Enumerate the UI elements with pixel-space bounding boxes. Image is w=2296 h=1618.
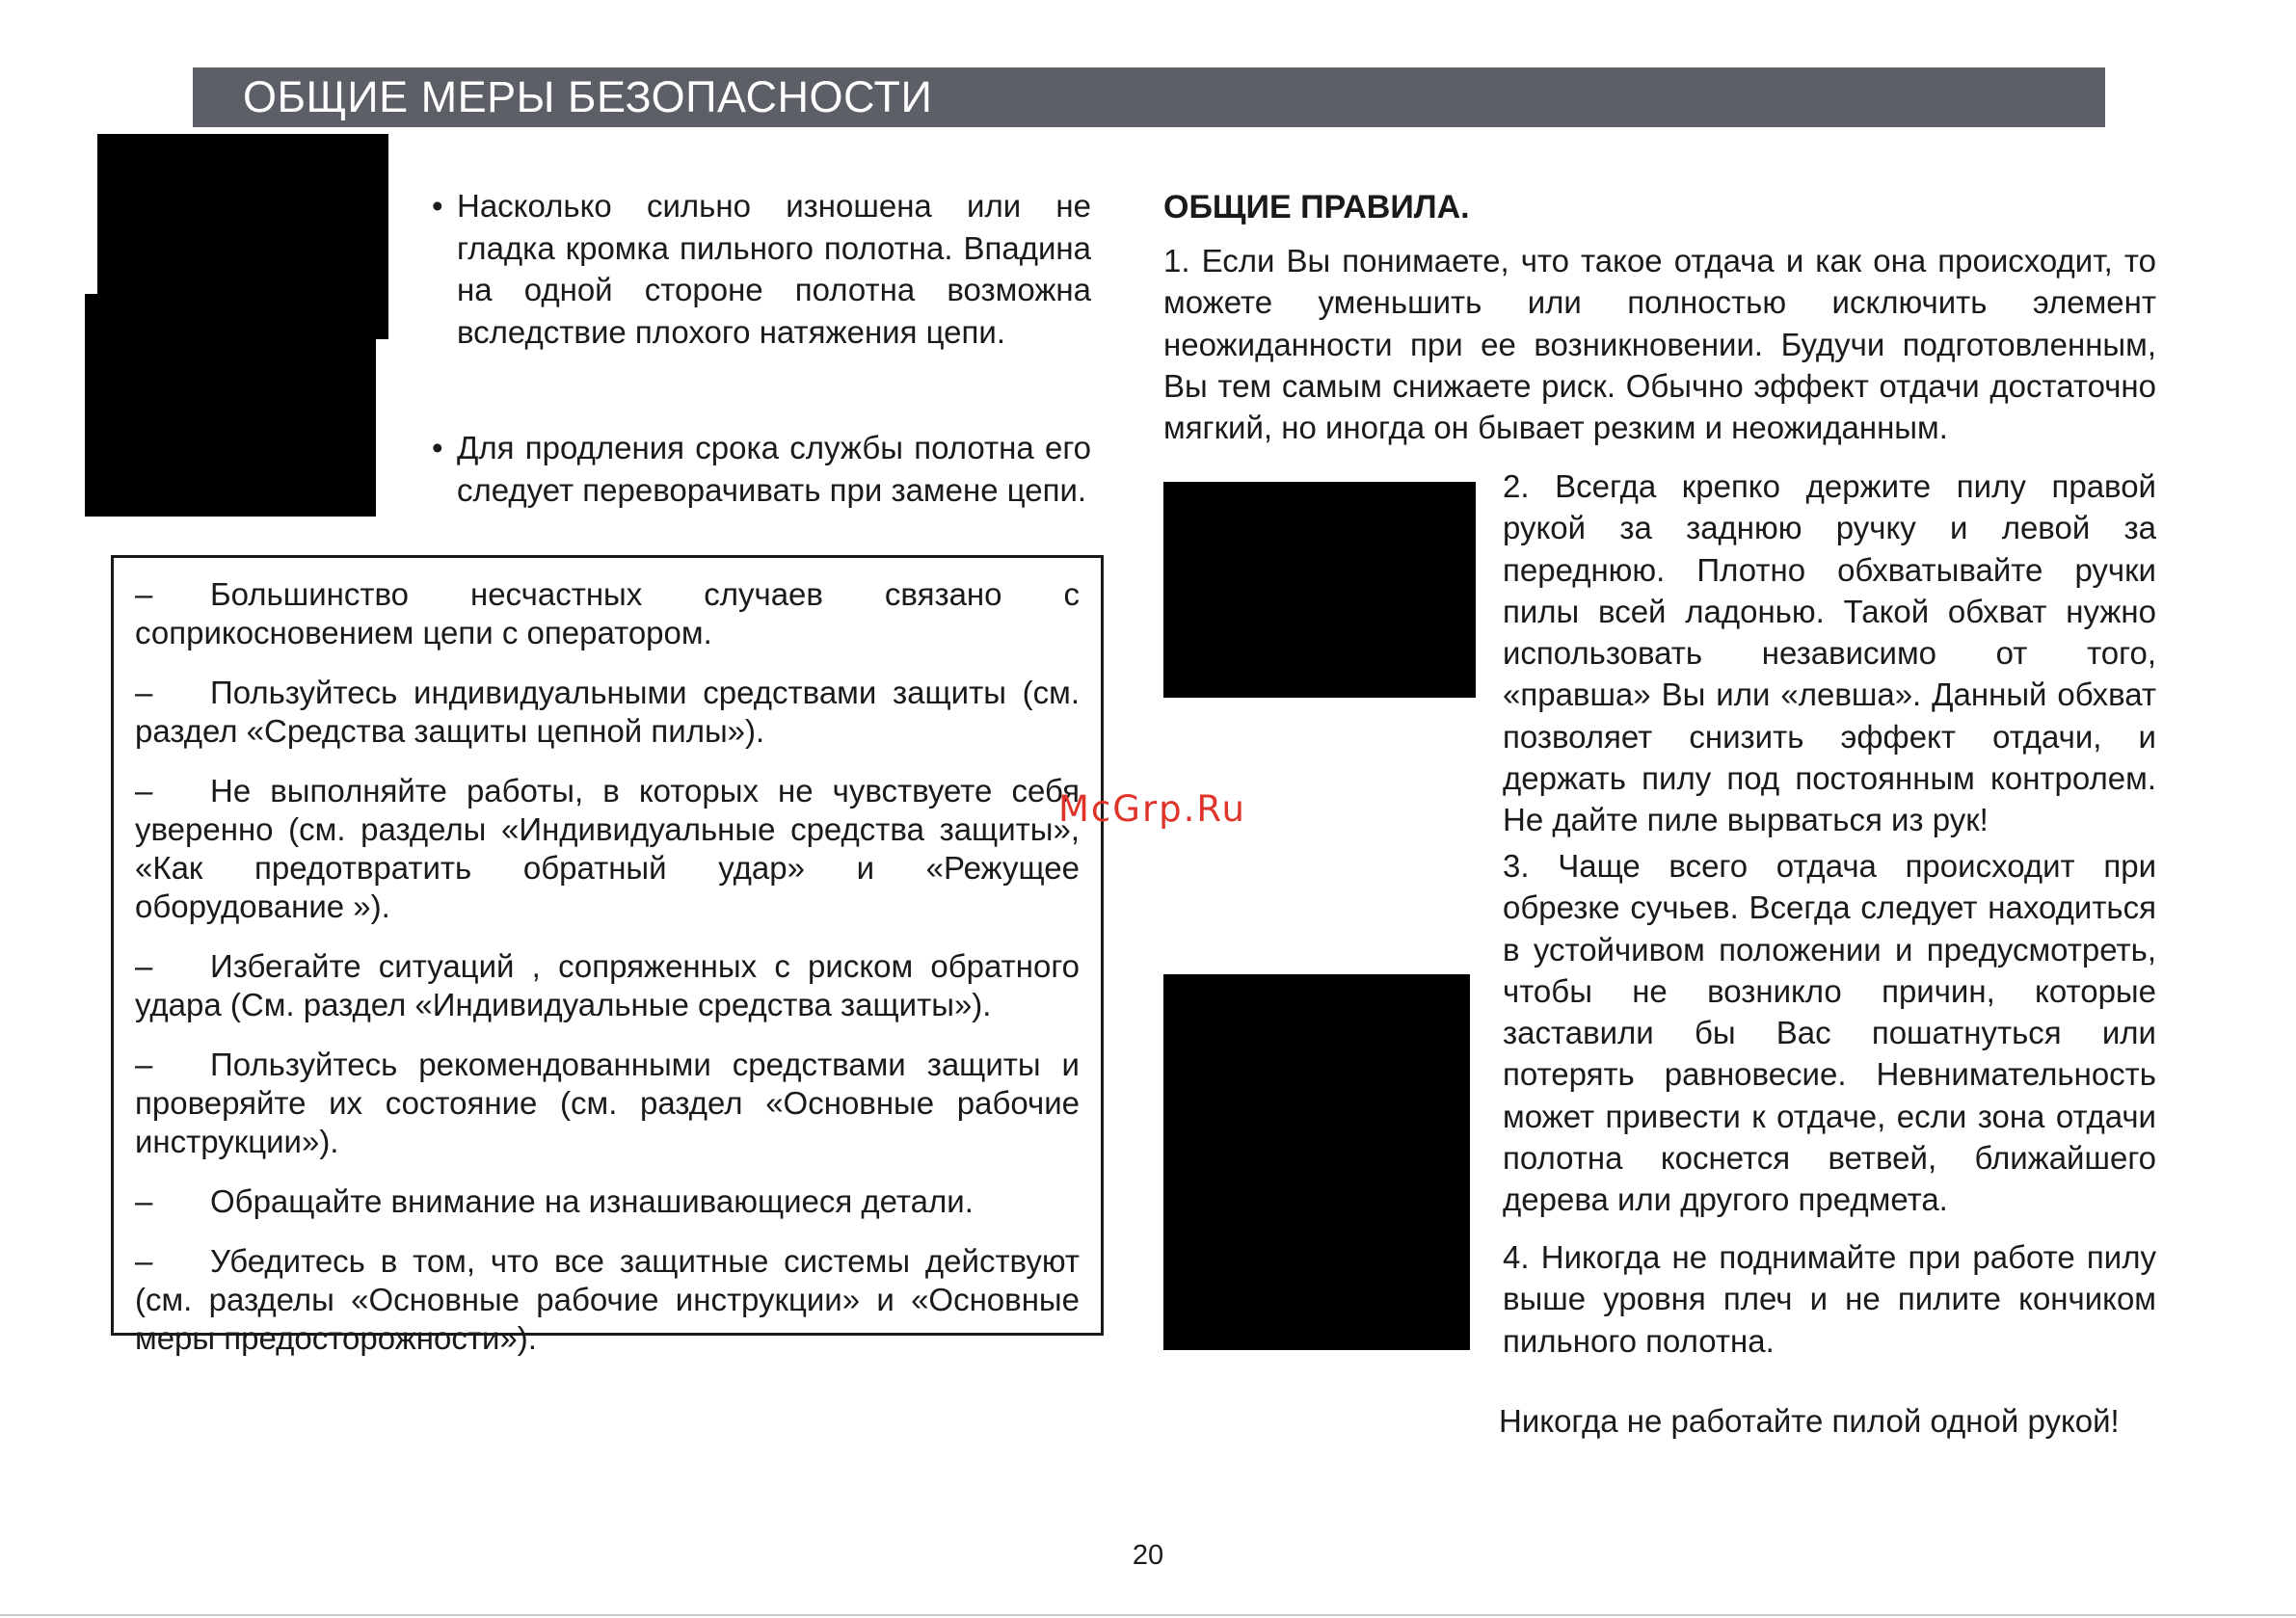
dash-marker: – — [135, 675, 153, 710]
illustration-chain-bottom — [85, 294, 376, 517]
dash-marker: – — [135, 1047, 153, 1082]
page-title: ОБЩИЕ МЕРЫ БЕЗОПАСНОСТИ — [243, 72, 933, 121]
warning-item — [135, 1182, 1080, 1221]
watermark: McGrp.Ru — [1058, 788, 1246, 830]
dash-marker: – — [135, 576, 153, 612]
illustration-grip — [1163, 482, 1476, 698]
bullet-list — [432, 185, 1091, 511]
warning-item — [135, 575, 1080, 652]
bullet-item: • Для продления срока службы полотна его следует переворачивать при замене цепи. — [432, 427, 1091, 511]
warning-text: Обращайте внимание на изнашивающиеся детали. — [210, 1183, 974, 1219]
section-header-bar — [193, 67, 2105, 127]
warning-text: Большинство несчастных случаев связано с соприкосновением цепи с оператором. — [135, 576, 1080, 650]
rule-paragraph-3: 3. Чаще всего отдача происходит при обрезке сучьев. Всегда следует находиться в устойчивом положении и предусмотреть, чтобы не возникло причин, которые заставили бы Вас пошатнуться или потерять равновесие. Невнимательность может привести к отдаче, если зона отдачи полотна коснется ветвей, ближайшего дерева или другого предмета. — [1503, 848, 2156, 1218]
warning-text: Пользуйтесь рекомендованными средствами защиты и проверяйте их состояние (см. раздел «Основные рабочие инструкции»). — [135, 1047, 1080, 1159]
one-hand-warning: Никогда не работайте пилой одной рукой! — [1499, 1403, 2120, 1439]
warning-item — [135, 1046, 1080, 1161]
warning-item — [135, 947, 1080, 1024]
rule-paragraph-4: 4. Никогда не поднимайте при работе пилу выше уровня плеч и не пилите кончиком пильного полотна. — [1503, 1239, 2156, 1359]
illustration-kickback — [1163, 974, 1470, 1350]
rules-title: ОБЩИЕ ПРАВИЛА. — [1163, 189, 1470, 225]
dash-marker: – — [135, 948, 153, 984]
warning-text: Убедитесь в том, что все защитные системы действуют (см. разделы «Основные рабочие инструкции» и «Основные меры предосторожности»). — [135, 1243, 1080, 1356]
dash-marker: – — [135, 773, 153, 809]
rule-paragraph-2: 2. Всегда крепко держите пилу правой рукой за заднюю ручку и левой за переднюю. Плотно обхватывайте ручки пилы всей ладонью. Такой обхват нужно использовать независимо от того, «правша» Вы или «левша». Данный обхват позволяет снизить эффект отдачи, и держать пилу под постоянным контролем. Не дайте пиле вырваться из рук! — [1503, 468, 2156, 838]
warning-text: Избегайте ситуаций , сопряженных с риском обратного удара (См. раздел «Индивидуальные средства защиты»). — [135, 948, 1080, 1022]
warning-text: Пользуйтесь индивидуальными средствами защиты (см. раздел «Средства защиты цепной пилы»). — [135, 675, 1080, 749]
bullet-item: • Насколько сильно изношена или не гладка кромка пильного полотна. Впадина на одной стороне полотна возможна вследствие плохого натяжения цепи. — [432, 185, 1091, 353]
bottom-divider — [0, 1614, 2296, 1616]
dash-marker: – — [135, 1243, 153, 1279]
warning-item — [135, 772, 1080, 926]
warning-item — [135, 674, 1080, 751]
page-number: 20 — [1132, 1540, 1164, 1571]
warning-box — [111, 555, 1104, 1356]
warning-text: Не выполняйте работы, в которых не чувствуете себя уверенно (см. разделы «Индивидуальные средства защиты», «Как предотвратить обратный удар» и «Режущее оборудование »). — [135, 773, 1080, 924]
dash-marker: – — [135, 1183, 153, 1219]
rule-paragraph-1: 1. Если Вы понимаете, что такое отдача и как она происходит, то можете уменьшить или полностью исключить элемент неожиданности при ее возникновении. Будучи подготовленным, Вы тем самым снижаете риск. Обычно эффект отдачи достаточно мягкий, но иногда он бывает резким и неожиданным. — [1163, 243, 2156, 446]
warning-item — [135, 1242, 1080, 1358]
